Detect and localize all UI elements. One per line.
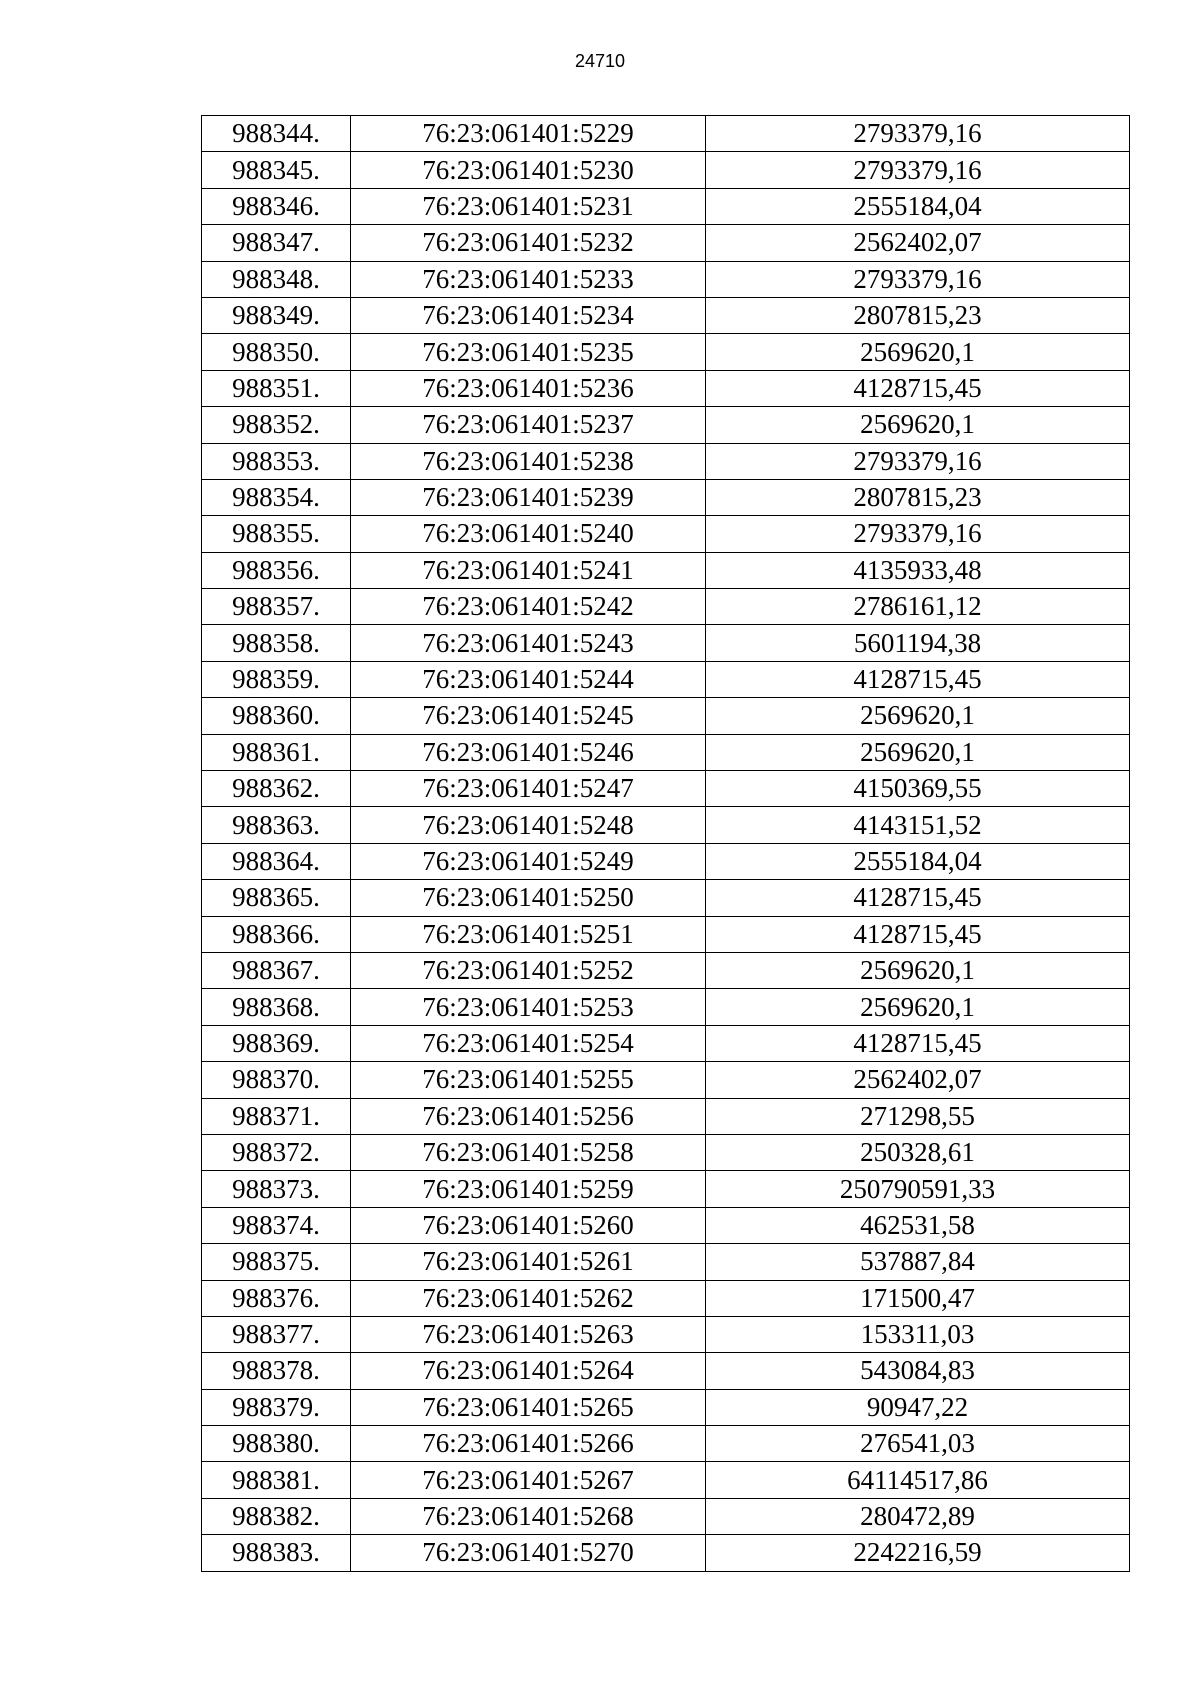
table-row (202, 152, 1130, 188)
row-number-cell: 988352. (202, 407, 351, 443)
cadastral-value-cell: 4135933,48 (706, 552, 1130, 588)
cadastral-value-cell: 462531,58 (706, 1207, 1130, 1243)
table-row (202, 916, 1130, 952)
cadastral-number-cell: 76:23:061401:5258 (351, 1134, 706, 1170)
cadastral-value-cell: 90947,22 (706, 1389, 1130, 1425)
row-number-cell: 988367. (202, 952, 351, 988)
cadastral-number-cell: 76:23:061401:5249 (351, 843, 706, 879)
table-row (202, 334, 1130, 370)
table-row (202, 188, 1130, 224)
table-row (202, 989, 1130, 1025)
table-row (202, 1316, 1130, 1352)
row-number-cell: 988364. (202, 843, 351, 879)
cadastral-number-cell: 76:23:061401:5250 (351, 880, 706, 916)
cadastral-number-cell: 76:23:061401:5268 (351, 1498, 706, 1534)
row-number-cell: 988355. (202, 516, 351, 552)
row-number-cell: 988356. (202, 552, 351, 588)
row-number-cell: 988378. (202, 1353, 351, 1389)
cadastral-number-cell: 76:23:061401:5231 (351, 188, 706, 224)
cadastral-value-cell: 4128715,45 (706, 661, 1130, 697)
row-number-cell: 988358. (202, 625, 351, 661)
table-row (202, 1244, 1130, 1280)
row-number-cell: 988363. (202, 807, 351, 843)
cadastral-value-cell: 4128715,45 (706, 880, 1130, 916)
cadastral-number-cell: 76:23:061401:5266 (351, 1426, 706, 1462)
cadastral-value-cell: 4150369,55 (706, 771, 1130, 807)
table-row (202, 116, 1130, 152)
row-number-cell: 988381. (202, 1462, 351, 1498)
table-row (202, 1353, 1130, 1389)
cadastral-value-cell: 4143151,52 (706, 807, 1130, 843)
cadastral-value-cell: 2793379,16 (706, 261, 1130, 297)
cadastral-value-cell: 2786161,12 (706, 589, 1130, 625)
cadastral-number-cell: 76:23:061401:5234 (351, 297, 706, 333)
table-row (202, 1426, 1130, 1462)
cadastral-number-cell: 76:23:061401:5248 (351, 807, 706, 843)
cadastral-value-cell: 2242216,59 (706, 1535, 1130, 1571)
cadastral-number-cell: 76:23:061401:5237 (351, 407, 706, 443)
cadastral-value-cell: 2562402,07 (706, 225, 1130, 261)
cadastral-value-cell: 5601194,38 (706, 625, 1130, 661)
cadastral-value-cell: 537887,84 (706, 1244, 1130, 1280)
table-row (202, 552, 1130, 588)
cadastral-number-cell: 76:23:061401:5247 (351, 771, 706, 807)
table-row (202, 661, 1130, 697)
cadastral-value-cell: 250790591,33 (706, 1171, 1130, 1207)
cadastral-value-cell: 276541,03 (706, 1426, 1130, 1462)
cadastral-number-cell: 76:23:061401:5262 (351, 1280, 706, 1316)
cadastral-value-cell: 2555184,04 (706, 188, 1130, 224)
cadastral-value-cell: 280472,89 (706, 1498, 1130, 1534)
table-row (202, 1062, 1130, 1098)
cadastral-number-cell: 76:23:061401:5254 (351, 1025, 706, 1061)
cadastral-number-cell: 76:23:061401:5253 (351, 989, 706, 1025)
table-row (202, 1280, 1130, 1316)
cadastral-number-cell: 76:23:061401:5246 (351, 734, 706, 770)
table-row (202, 225, 1130, 261)
cadastral-value-cell: 2569620,1 (706, 989, 1130, 1025)
row-number-cell: 988366. (202, 916, 351, 952)
row-number-cell: 988353. (202, 443, 351, 479)
cadastral-value-cell: 271298,55 (706, 1098, 1130, 1134)
cadastral-number-cell: 76:23:061401:5270 (351, 1535, 706, 1571)
table-row (202, 1171, 1130, 1207)
table-row (202, 1098, 1130, 1134)
table-row (202, 1207, 1130, 1243)
cadastral-value-cell: 64114517,86 (706, 1462, 1130, 1498)
cadastral-value-cell: 4128715,45 (706, 1025, 1130, 1061)
table-row (202, 1389, 1130, 1425)
row-number-cell: 988346. (202, 188, 351, 224)
cadastral-number-cell: 76:23:061401:5229 (351, 116, 706, 152)
cadastral-value-cell: 2793379,16 (706, 443, 1130, 479)
cadastral-value-cell: 2793379,16 (706, 152, 1130, 188)
cadastral-number-cell: 76:23:061401:5242 (351, 589, 706, 625)
cadastral-value-cell: 543084,83 (706, 1353, 1130, 1389)
cadastral-value-cell: 2793379,16 (706, 116, 1130, 152)
row-number-cell: 988383. (202, 1535, 351, 1571)
cadastral-number-cell: 76:23:061401:5235 (351, 334, 706, 370)
row-number-cell: 988370. (202, 1062, 351, 1098)
cadastral-number-cell: 76:23:061401:5236 (351, 370, 706, 406)
cadastral-value-table (201, 115, 1130, 1572)
cadastral-number-cell: 76:23:061401:5244 (351, 661, 706, 697)
row-number-cell: 988359. (202, 661, 351, 697)
cadastral-value-cell: 171500,47 (706, 1280, 1130, 1316)
cadastral-value-cell: 153311,03 (706, 1316, 1130, 1352)
table-row (202, 261, 1130, 297)
table-row (202, 1134, 1130, 1170)
table-row (202, 952, 1130, 988)
cadastral-number-cell: 76:23:061401:5261 (351, 1244, 706, 1280)
row-number-cell: 988348. (202, 261, 351, 297)
cadastral-value-cell: 2807815,23 (706, 297, 1130, 333)
table-row (202, 1535, 1130, 1571)
table-row (202, 589, 1130, 625)
table-row (202, 1025, 1130, 1061)
cadastral-number-cell: 76:23:061401:5267 (351, 1462, 706, 1498)
cadastral-number-cell: 76:23:061401:5233 (351, 261, 706, 297)
cadastral-value-cell: 2807815,23 (706, 479, 1130, 515)
table-row (202, 370, 1130, 406)
row-number-cell: 988362. (202, 771, 351, 807)
cadastral-value-cell: 2569620,1 (706, 734, 1130, 770)
table-body (202, 116, 1130, 1572)
page-number: 24710 (574, 51, 626, 71)
cadastral-number-cell: 76:23:061401:5259 (351, 1171, 706, 1207)
table-row (202, 734, 1130, 770)
table-row (202, 1462, 1130, 1498)
row-number-cell: 988344. (202, 116, 351, 152)
cadastral-number-cell: 76:23:061401:5241 (351, 552, 706, 588)
table-row (202, 880, 1130, 916)
cadastral-number-cell: 76:23:061401:5238 (351, 443, 706, 479)
cadastral-number-cell: 76:23:061401:5245 (351, 698, 706, 734)
cadastral-number-cell: 76:23:061401:5239 (351, 479, 706, 515)
row-number-cell: 988373. (202, 1171, 351, 1207)
cadastral-number-cell: 76:23:061401:5264 (351, 1353, 706, 1389)
cadastral-number-cell: 76:23:061401:5252 (351, 952, 706, 988)
table-row (202, 407, 1130, 443)
cadastral-number-cell: 76:23:061401:5260 (351, 1207, 706, 1243)
row-number-cell: 988376. (202, 1280, 351, 1316)
cadastral-value-cell: 4128715,45 (706, 916, 1130, 952)
cadastral-number-cell: 76:23:061401:5251 (351, 916, 706, 952)
cadastral-number-cell: 76:23:061401:5265 (351, 1389, 706, 1425)
table-row (202, 516, 1130, 552)
cadastral-value-cell: 2793379,16 (706, 516, 1130, 552)
row-number-cell: 988372. (202, 1134, 351, 1170)
table-row (202, 443, 1130, 479)
table-row (202, 625, 1130, 661)
cadastral-number-cell: 76:23:061401:5240 (351, 516, 706, 552)
cadastral-number-cell: 76:23:061401:5263 (351, 1316, 706, 1352)
row-number-cell: 988377. (202, 1316, 351, 1352)
row-number-cell: 988369. (202, 1025, 351, 1061)
row-number-cell: 988380. (202, 1426, 351, 1462)
row-number-cell: 988350. (202, 334, 351, 370)
row-number-cell: 988382. (202, 1498, 351, 1534)
table-row (202, 807, 1130, 843)
table-row (202, 698, 1130, 734)
table-row (202, 843, 1130, 879)
table-row (202, 479, 1130, 515)
cadastral-value-cell: 250328,61 (706, 1134, 1130, 1170)
cadastral-number-cell: 76:23:061401:5232 (351, 225, 706, 261)
table-row (202, 297, 1130, 333)
row-number-cell: 988345. (202, 152, 351, 188)
cadastral-number-cell: 76:23:061401:5255 (351, 1062, 706, 1098)
row-number-cell: 988375. (202, 1244, 351, 1280)
row-number-cell: 988368. (202, 989, 351, 1025)
row-number-cell: 988349. (202, 297, 351, 333)
row-number-cell: 988360. (202, 698, 351, 734)
cadastral-value-cell: 2569620,1 (706, 952, 1130, 988)
cadastral-number-cell: 76:23:061401:5230 (351, 152, 706, 188)
cadastral-number-cell: 76:23:061401:5243 (351, 625, 706, 661)
row-number-cell: 988354. (202, 479, 351, 515)
cadastral-value-cell: 2562402,07 (706, 1062, 1130, 1098)
row-number-cell: 988361. (202, 734, 351, 770)
table-row (202, 771, 1130, 807)
cadastral-value-cell: 2569620,1 (706, 698, 1130, 734)
cadastral-number-cell: 76:23:061401:5256 (351, 1098, 706, 1134)
row-number-cell: 988347. (202, 225, 351, 261)
row-number-cell: 988357. (202, 589, 351, 625)
row-number-cell: 988379. (202, 1389, 351, 1425)
row-number-cell: 988371. (202, 1098, 351, 1134)
cadastral-value-cell: 2569620,1 (706, 334, 1130, 370)
row-number-cell: 988351. (202, 370, 351, 406)
cadastral-value-cell: 2569620,1 (706, 407, 1130, 443)
row-number-cell: 988374. (202, 1207, 351, 1243)
table-row (202, 1498, 1130, 1534)
cadastral-value-cell: 2555184,04 (706, 843, 1130, 879)
cadastral-value-cell: 4128715,45 (706, 370, 1130, 406)
row-number-cell: 988365. (202, 880, 351, 916)
